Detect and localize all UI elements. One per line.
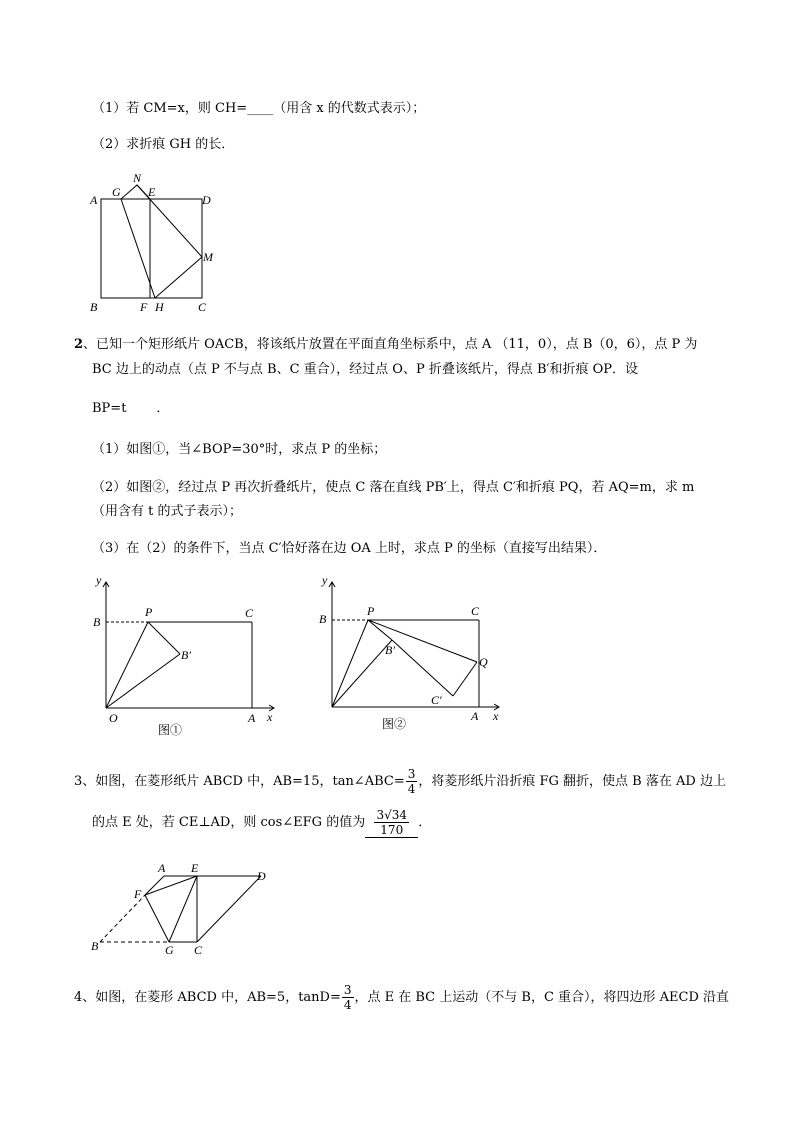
fig2-label-Q: Q xyxy=(479,655,488,669)
p3-line-FE xyxy=(145,876,197,895)
p2-question-2b: （用含有 t 的式子表示）； xyxy=(92,504,242,519)
p3-text-1b: ，将菱形纸片沿折痕 FG 翻折，使点 B 落在 AD 边上 xyxy=(418,774,726,789)
fig2-crease-OP xyxy=(332,620,368,707)
p4-frac-denominator: 4 xyxy=(343,998,352,1012)
p1-question-2: （2）求折痕 GH 的长． xyxy=(92,137,235,152)
p1-fold-GNE xyxy=(121,185,150,199)
p1-label-D: D xyxy=(202,193,211,207)
p2-intro-line-3 xyxy=(92,400,169,418)
fig2-label-C: C xyxy=(471,604,480,618)
p2-period: ． xyxy=(156,401,170,416)
fig1-line-BpO xyxy=(106,654,180,708)
p1-label-E: E xyxy=(148,185,156,199)
p2-question-2a: （2）如图②，经过点 P 再次折叠纸片，使点 C 落在直线 PB′上，得点 C′和折痕 PQ，若 AQ=m，求 m xyxy=(92,480,695,495)
fig1-label-P: P xyxy=(145,605,153,619)
p3-figure xyxy=(85,855,285,955)
fig1-label-C: C xyxy=(245,606,254,620)
p4-frac-numerator: 3 xyxy=(343,983,352,997)
p3-text-2a: 的点 E 处，若 CE⊥AD，则 cos∠EFG 的值为 xyxy=(92,815,366,830)
p3-frac-numerator: 3 xyxy=(407,767,416,781)
fig2-label-P: P xyxy=(367,604,375,618)
fig2-line-BpCp xyxy=(392,640,453,696)
fig2-label-Bprime: B′ xyxy=(385,643,395,657)
p3-line-2 xyxy=(92,808,431,838)
p3-frac-3-4 xyxy=(406,767,418,796)
fig2-label-A: A xyxy=(471,709,479,723)
p2-figure-1 xyxy=(88,570,288,745)
p2-intro-line-2: BC 边上的动点（点 P 不与点 B、C 重合），经过点 O、P 折叠该纸片，得点 B′和折痕 OP．设 xyxy=(92,362,638,377)
p4-line-1 xyxy=(74,983,729,1012)
fig1-crease-OP xyxy=(106,622,148,708)
p2-question-3: （3）在（2）的条件下，当点 C′恰好落在边 OA 上时，求点 P 的坐标（直接写出结果）． xyxy=(92,541,607,556)
p3-answer-denominator: 170 xyxy=(380,823,404,837)
p3-dashed-BF xyxy=(100,895,145,942)
fig2-line-PBp xyxy=(368,620,392,640)
p3-frac-denominator: 4 xyxy=(407,782,416,796)
p3-label-A: A xyxy=(158,861,166,875)
p1-label-C: C xyxy=(198,300,207,314)
p1-rect-ABCD xyxy=(101,199,202,298)
p3-label-D: D xyxy=(257,869,266,883)
fig2-label-x: x xyxy=(493,709,499,723)
p4-frac-3-4 xyxy=(342,983,354,1012)
p3-answer-frac xyxy=(374,808,409,837)
p2-number: 2 xyxy=(74,337,84,352)
p3-text-2b: ． xyxy=(418,815,432,830)
p3-line-1 xyxy=(74,767,726,796)
fig1-label-A: A xyxy=(248,711,256,725)
p3-label-C: C xyxy=(194,943,203,955)
p3-crease-FG xyxy=(145,895,169,942)
p2-bp-t: BP=t xyxy=(92,401,127,416)
fig1-caption: 图① xyxy=(158,723,183,737)
fig1-label-x: x xyxy=(267,710,273,724)
p1-label-M: M xyxy=(203,250,213,264)
fig1-label-B: B xyxy=(93,615,101,629)
p1-line-MH xyxy=(155,257,202,298)
p3-answer-blank xyxy=(365,808,418,838)
p1-label-A: A xyxy=(90,193,98,207)
fig1-line-PBp xyxy=(148,622,180,654)
p3-line-DC xyxy=(197,876,261,942)
p3-line-GE xyxy=(169,876,197,942)
p2-intro-line-1 xyxy=(74,336,697,354)
fig2-line-BpO xyxy=(332,640,392,707)
p2-text-1: 、已知一个矩形纸片 OACB，将该纸片放置在平面直角坐标系中，点 A （11，0），点 B（0，6），点 P 为 xyxy=(83,337,698,352)
p1-question-1: （1）若 CM=x，则 CH=____（用含 x 的代数式表示）； xyxy=(92,101,426,116)
p2-figure-2 xyxy=(314,570,514,745)
fig1-label-O: O xyxy=(109,711,118,725)
p1-figure xyxy=(85,168,225,318)
p2-question-1: （1）如图①，当∠BOP=30°时，求点 P 的坐标； xyxy=(92,442,387,457)
fig1-label-Bprime: B′ xyxy=(181,648,191,662)
p3-answer-numerator: 3√34 xyxy=(376,808,408,822)
p1-line-NM xyxy=(137,185,202,257)
p4-text-1a: 4、如图，在菱形 ABCD 中，AB=5，tanD= xyxy=(74,990,341,1005)
p3-line-FA xyxy=(145,876,164,895)
fig2-label-y: y xyxy=(322,573,328,587)
p3-label-F: F xyxy=(134,887,142,901)
fig2-label-Cprime: C′ xyxy=(431,693,442,707)
p3-text-1a: 3、如图，在菱形纸片 ABCD 中，AB=15，tan∠ABC= xyxy=(74,774,405,789)
p1-label-G: G xyxy=(112,185,121,199)
fig2-line-CpQ xyxy=(453,662,477,696)
p1-label-H: H xyxy=(155,300,164,314)
fig2-caption: 图② xyxy=(382,717,407,731)
p4-text-1b: ，点 E 在 BC 上运动（不与 B，C 重合），将四边形 AECD 沿直 xyxy=(354,990,730,1005)
p3-label-B: B xyxy=(91,939,99,953)
p1-label-N: N xyxy=(133,171,142,185)
p1-label-B: B xyxy=(90,300,98,314)
fig1-label-y: y xyxy=(96,573,102,587)
p1-label-F: F xyxy=(140,300,148,314)
p3-label-E: E xyxy=(191,861,199,875)
fig2-label-B: B xyxy=(319,612,327,626)
p3-label-G: G xyxy=(165,943,174,955)
